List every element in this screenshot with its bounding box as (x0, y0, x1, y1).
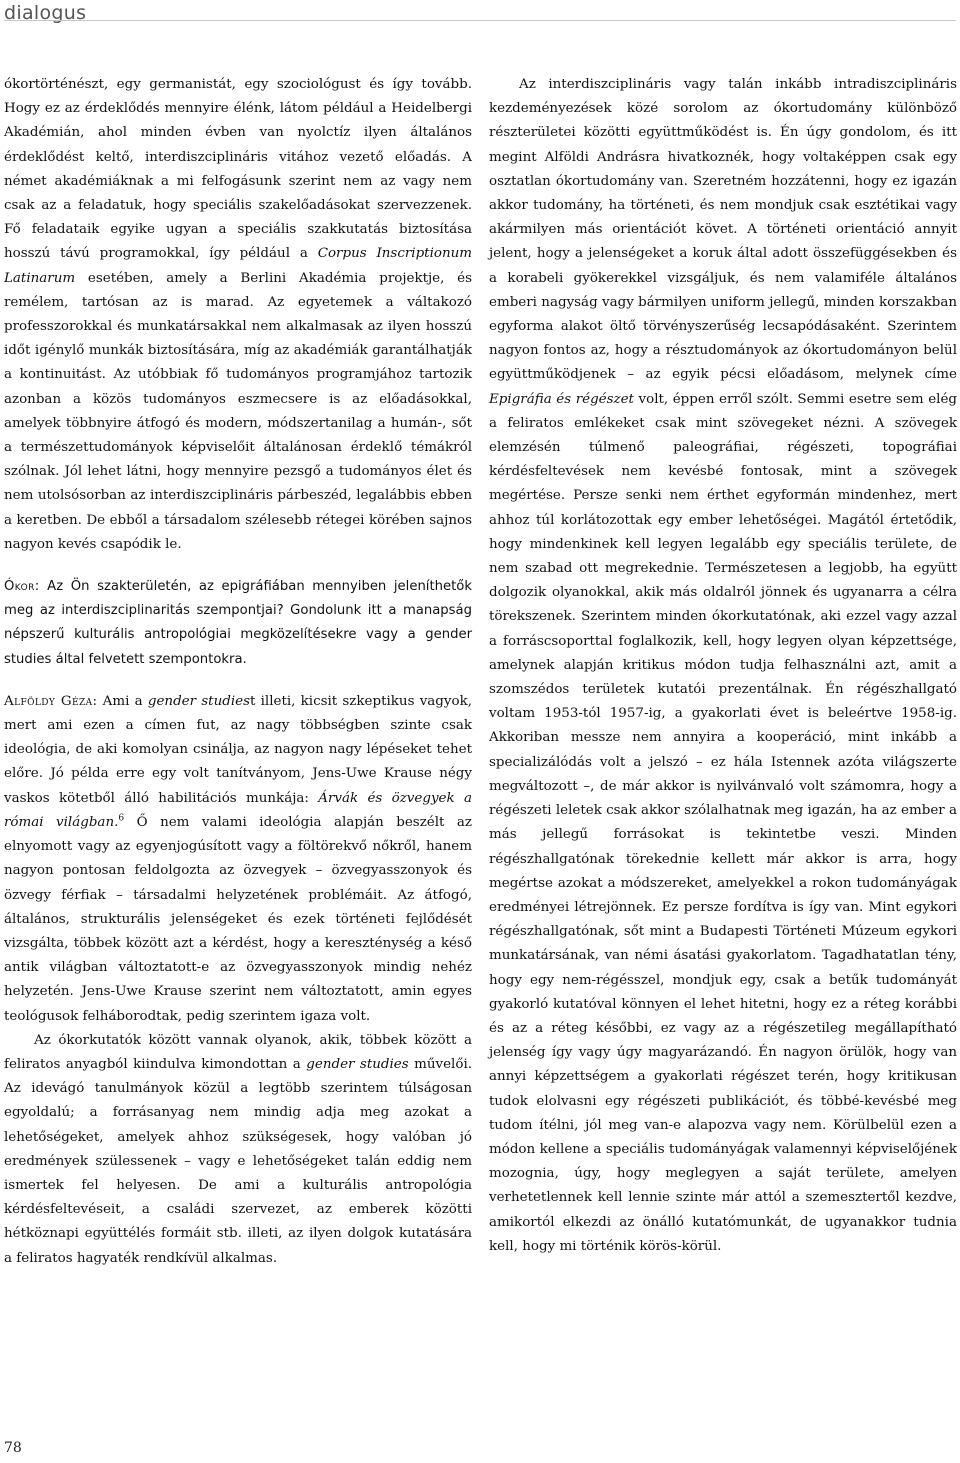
right-column (489, 73, 957, 1259)
text-run: volt, éppen erről szólt. Semmi esetre sem elég a feliratos emlékeket csak mint szövegeket nézni. A szövegek elemzésén túlmenő paleográfiai, régészeti, topográfiai kérdésfeltevések nem kevésbé fontosak, mint a szövegek megértése. Persze senki nem érthet egyformán mindenhez, mert ahhoz túl korlátozottak egy ember lehetőségei. Magától értetődik, hogy mindenkinek kell legyen legalább egy speciális területe, de nem szabad ott megrekednie. Természetesen a legjobb, ha együtt dolgozik olyanokkal, akik más oldalról jönnek és ugyanarra a célra törekszenek. Szerintem minden ókorkutatónak, aki ezzel vagy azzal a forráscsoporttal foglalkozik, kell, hogy legyen olyan képzettsége, amelynek alapján kritikus módon tudja felhasználni azt, amit a szomszédos területek kutatói prezentálnak. Én régészhallgató voltam 1953-tól 1957-ig, a gyakorlati évet is beleértve 1958-ig. Akkoriban messze nem annyira a kooperáció, mint inkább a specializálódás volt a jelszó – ez hála Istennek azóta világszerte megváltozott –, de már akkor is nyilvánvaló volt számomra, hogy a régészeti leletek csak akkor szólalhatnak meg igazán, ha az ember a más jellegű forrásokat is tekintetbe veszi. Minden régészhallgatónak törekednie kellett már akkor is arra, hogy megértse azokat a módszereket, amelyekkel a rokon tudományágak eredményei létrejönnek. Ez persze fordítva is így van. Mint egykori régészhallgatónak, sőt mint a Budapesti Történeti Múzeum egykori munkatársának, van némi ásatási gyakorlatom. Tagadhatatlan tény, hogy egy nem-régésszel, mondjuk egy, csak a betűk tudományát gyakorló kutatóval könnyen el lehet hitetni, hogy ez a réteg korábbi és az a réteg későbbi, ez vagy az a régészetileg megállapítható jelenség így vagy úgy magyarázandó. Én nagyon örülök, hogy van annyi képzettségem a gyakorlati régészet terén, hogy kritikusan tudok elolvasni egy régészeti publikációt, és többé-kevésbé meg tudom ítélni, jól meg van-e alapozva vagy nem. Körülbelül ezen a módon kellene a speciális tudományágak valamennyi képviselőjének mozognia, úgy, hogy meglegyen a saját területe, amelyen verhetetlennek kell lennie szinte már attól a szemesztertől kezdve, amikortól elkezdi az önálló kutatómunkát, de ugyanakkor tudnia kell, hogy mi történik körös-körül. (489, 391, 957, 1254)
question-speaker: Ókor: (4, 579, 40, 595)
answer-paragraph (4, 690, 472, 1029)
paragraph (4, 1029, 472, 1271)
paragraph (4, 73, 472, 557)
text-run: Az interdiszciplináris vagy talán inkább intradiszciplináris kezdeményezések közé sorolom az ókortudomány különböző részterületei közötti együttműködést is. Én úgy gondolom, és itt megint Alföldi Andrásra hivatkoznék, hogy voltaképpen csak egy osztatlan ókortudomány van. Szeretném hozzátenni, hogy ez igazán akkor tudomány, ha történeti, és nem mondjuk csak esztétikai vagy akármilyen más orientációt követ. A történeti orientáció annyit jelent, hogy a jelenségeket a koruk által adott összefüggésekben és a korabeli gyökerekkel vizsgáljuk, és nem valamiféle általános emberi nagyság vagy bármilyen uniform jellegű, minden korszakban egyforma alakot öltő törvényszerűség lecsapódásaként. Szerintem nagyon fontos az, hogy a résztudományok az ókortudományon belül együttműködjenek – az egyik pécsi előadásom, melynek címe (489, 77, 957, 383)
paragraph (489, 73, 957, 1259)
left-column (4, 73, 472, 1271)
text-run: művelői. Az idevágó tanulmányok közül a legtöbb szerintem túlságosan egyoldalú; a forrásanyag nem mindig adja meg azokat a lehetőségeket, amelyek ahhoz szükségesek, hogy valóban jó eredmények szülessenek – vagy e lehetőségeket talán eddig nem ismertek fel helyesen. De ami a kulturális antropológia kérdésfeltevéseit, a családi szervezet, az emberek közötti hétköznapi együttélés formáit stb. illeti, az ilyen dolgok kutatására a feliratos hagyaték rendkívül alkalmas. (4, 1056, 473, 1266)
question-text: Az Ön szakterületén, az epigráfiában mennyiben jeleníthetők meg az interdiszciplinaritás szempontjai? Gondolunk itt a manapság népszerű kulturális antropológiai megközelítésekre vagy a gender studies által felvetett szempontokra. (4, 579, 472, 667)
italic-title: Epigráfia és régészet (489, 391, 634, 407)
italic-title: Árvák és özvegyek a római világban. (4, 790, 472, 830)
text-run: Ami a (97, 693, 148, 709)
text-run: Az ókorkutatók között vannak olyanok, akik, többek között a feliratos anyagból kiindulva kimondottan a (4, 1032, 472, 1072)
running-header (0, 0, 960, 40)
interviewer-question (4, 575, 472, 672)
italic-term: gender studies (306, 1056, 409, 1072)
header-rule (4, 20, 956, 21)
footnote-marker[interactable]: 6 (118, 813, 125, 824)
page-number: 78 (4, 1440, 22, 1456)
text-run: Ő nem valami ideológia alapján beszélt az elnyomott vagy az egyenjogúsított vagy a föltörekvő nőkről, hanem nagyon pontosan feldolgozta az özvegyek – özvegyasszonyok és özvegy férfiak – társadalmi helyzetének problémáit. Az átfogó, általános, strukturális jelenségeket és ezek történeti fejlődését vizsgálta, többek között azt a kérdést, hogy a kereszténység a késő antik világban változtatott-e az özvegyasszonyok mindig nehéz helyzetén. Jens-Uwe Krause szerint nem változtatott, amin egyes teológusok felháborodtak, pedig szerintem igaza volt. (4, 814, 472, 1024)
text-run: esetében, amely a Berlini Akadémia projektje, és remélem, tartósan az is marad. Az egyetemek a váltakozó professzorokkal és munkatársakkal nem alkalmasak az ilyen hosszú időt igénylő munkák biztosítására, míg az akadémiák garantálhatják a kontinuitást. Az utóbbiak fő tudományos programjához tartozik azonban a közös tudományos eszmecsere is az előadásokkal, amelyek többnyire átfogó és modern, módszertanilag a humán-, sőt a természettudományok képviselőit általánosan érdeklő témákról szólnak. Jól lehet látni, hogy mennyire pezsgő a tudományos élet és nem utolsósorban az interdiszciplináris párbeszéd, legalábbis ebben a keretben. De ebből a társadalom szélesebb rétegei körében sajnos nagyon kevés csapódik le. (4, 270, 472, 552)
section-title: dialogus (4, 2, 87, 24)
answer-speaker: Alföldy Géza: (4, 693, 98, 709)
italic-term: gender studies (147, 693, 250, 709)
italic-title: Corpus Inscriptionum Latinarum (4, 246, 473, 286)
text-run: ókortörténészt, egy germanistát, egy szociológust és így tovább. Hogy ez az érdeklődés mennyire élénk, látom például a Heidelbergi Akadémián, ahol minden évben van nyolctíz ilyen általános érdeklődést keltő, interdiszciplináris vitához vezető előadás. A német akadémiáknak a mi felfogásunk szerint nem az vagy nem csak az a feladatuk, hogy speciális szakelőadásokat szervezzenek. Fő feladataik egyike ugyan a speciális szakkutatás biztosítása hosszú távú programokkal, így például a (4, 77, 472, 262)
text-run: t illeti, kicsit szkeptikus vagyok, mert ami ezen a címen fut, az nagy többségben szinte csak ideológia, de aki komolyan csinálja, az nagyon nagy lépéseket tehet előre. Jó példa erre egy volt tanítványom, Jens-Uwe Krause négy vaskos kötetből álló habilitációs munkája: (4, 693, 472, 806)
